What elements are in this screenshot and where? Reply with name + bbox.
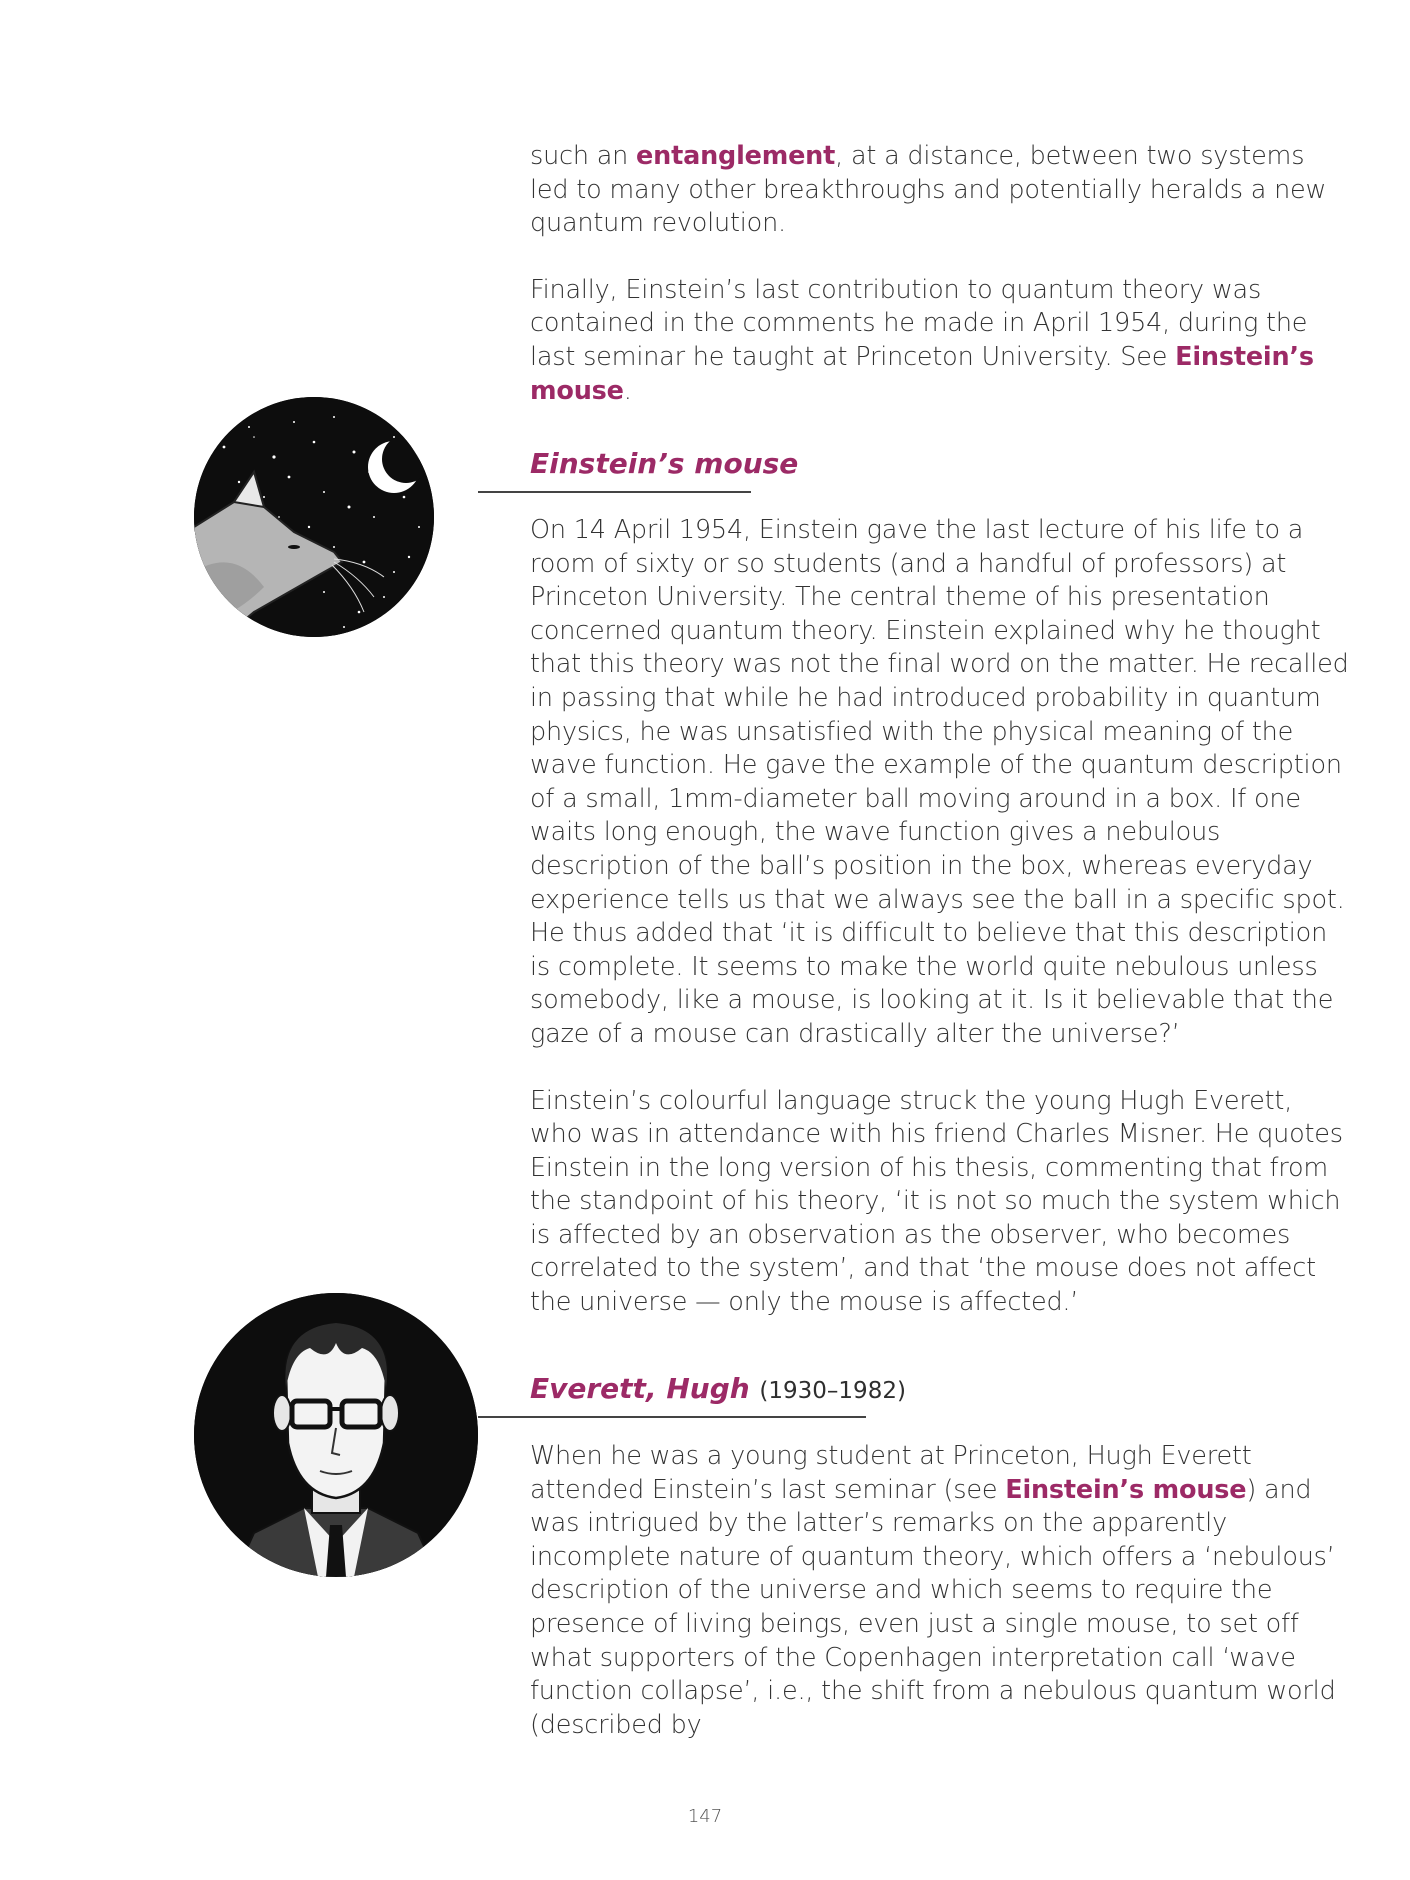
intro-paragraph-2: Finally, Einstein’s last contribution to quantum theory was contained in the comments he made in April 1954, during the last seminar he taught at Princeton University. See Einstein’s mouse. xyxy=(530,274,1314,406)
einsteins-mouse-link-2[interactable]: Einstein’s mouse xyxy=(1005,1474,1247,1505)
einsteins-mouse-paragraph-2: Einstein’s colourful language struck the young Hugh Everett, who was in attendance with his friend Charles Misner. He quotes Einstein in the long version of his thesis, commenting that from the standpoint of his theory, ‘it is not so much the system which is affected by an observation as the observer, who becomes correlated to the system’, and that ‘the mouse does not affect the universe — only the mouse is affected.’ xyxy=(530,1085,1343,1318)
everett-portrait-icon xyxy=(194,1293,478,1577)
everett-section xyxy=(530,1440,1350,1742)
intro-section xyxy=(530,140,1350,408)
everett-portrait-illustration xyxy=(194,1293,478,1577)
einsteins-mouse-section xyxy=(530,514,1350,1320)
everett-dates: (1930–1982) xyxy=(759,1378,906,1404)
heading-rule-1 xyxy=(478,491,751,493)
everett-name: Everett, Hugh xyxy=(530,1372,750,1405)
einsteins-mouse-link[interactable]: Einstein’s mouse xyxy=(530,341,1314,406)
entanglement-link[interactable]: entanglement xyxy=(636,141,836,171)
einsteins-mouse-paragraph-1: On 14 April 1954, Einstein gave the last lecture of his life to a room of sixty or so students (and a handful of professors) at Princeton University. The central theme of his presentation concerned quantum theory. Einstein explained why he thought that this theory was not the final word on the matter. He recalled in passing that while he had introduced probability in quantum physics, he was unsatisfied with the physical meaning of the wave function. He gave the example of the quantum description of a small, 1mm-diameter ball moving around in a box. If one waits long enough, the wave function gives a nebulous description of the ball’s position in the box, whereas everyday experience tells us that we always see the ball in a specific spot. He thus added that ‘it is difficult to believe that this description is complete. It seems to make the world quite nebulous unless somebody, like a mouse, is looking at it. Is it believable that the gaze of a mouse can drastically alter the universe?’ xyxy=(530,515,1349,1049)
mouse-moon-illustration xyxy=(194,397,434,637)
page-number: 147 xyxy=(687,1806,723,1827)
einsteins-mouse-heading: Einstein’s mouse xyxy=(530,447,799,480)
everett-heading xyxy=(530,1372,906,1405)
heading-rule-2 xyxy=(478,1416,866,1418)
intro-paragraph-1: such an entanglement, at a distance, between two systems led to many other breakthroughs and potentially heralds a new quantum revolution. xyxy=(530,141,1327,239)
mouse-moon-icon xyxy=(194,397,434,637)
everett-paragraph-1: When he was a young student at Princeton, Hugh Everett attended Einstein’s last seminar (see Einstein’s mouse) and was intrigued by the latter’s remarks on the apparently incomplete nature of quantum theory, which offers a ‘nebulous’ description of the universe and which seems to require the presence of living beings, even just a single mouse, to set off what supporters of the Copenhagen interpretation call ‘wave function collapse’, i.e., the shift from a nebulous quantum world (described by xyxy=(530,1441,1336,1740)
